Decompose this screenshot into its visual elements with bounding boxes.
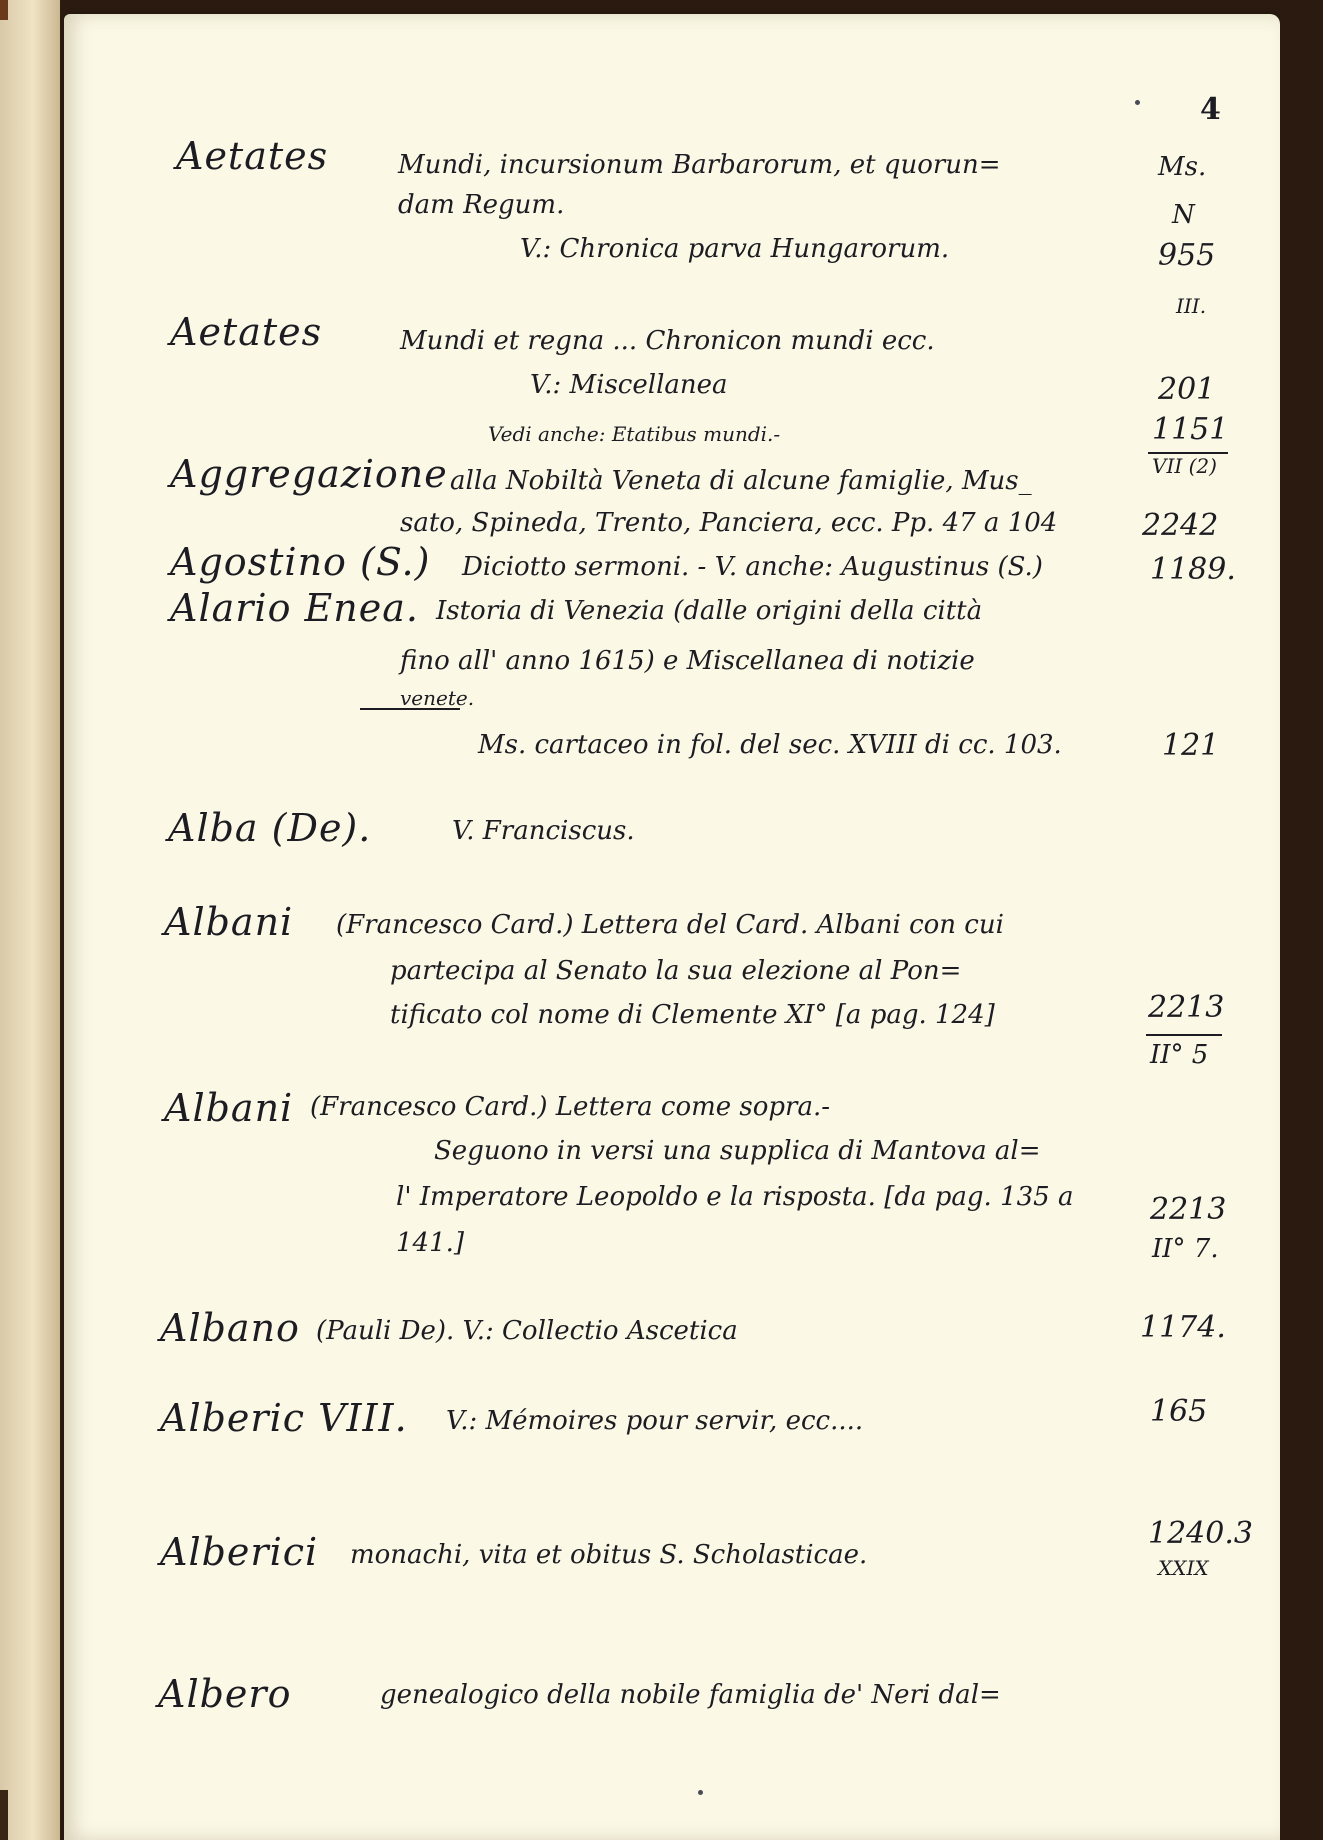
entry-heading: Alberic VIII. — [160, 1396, 408, 1440]
call-number: 955 — [1158, 238, 1216, 273]
entry-text: monachi, vita et obitus S. Scholasticae. — [350, 1540, 868, 1570]
call-number: 2213 — [1150, 1192, 1227, 1227]
underline-rule — [1146, 1034, 1222, 1036]
entry-heading: Aggregazione — [170, 452, 448, 496]
entry-text: (Francesco Card.) Lettera come sopra.- — [310, 1092, 831, 1122]
entry-text: V.: Miscellanea — [530, 370, 728, 400]
entry-text: alla Nobiltà Veneta di alcune famiglie, Mus_ — [450, 466, 1032, 496]
entry-text: Diciotto sermoni. - V. anche: Augustinus (S.) — [462, 552, 1043, 582]
entry-heading: Alba (De). — [168, 806, 372, 850]
entry-text: venete. — [400, 686, 475, 710]
call-number: 2213 — [1148, 990, 1225, 1025]
book-binding-edge — [0, 0, 60, 1840]
underline-rule — [360, 708, 460, 710]
volume-mark: II° 5 — [1150, 1040, 1209, 1070]
entry-text: Mundi et regna ... Chronicon mundi ecc. — [400, 326, 935, 356]
entry-text: V. Franciscus. — [452, 816, 635, 846]
call-number: 1151 — [1152, 412, 1229, 447]
entry-heading: Aetates — [170, 310, 323, 354]
entry-text: Ms. cartaceo in fol. del sec. XVIII di cc. 103. — [478, 730, 1062, 760]
entry-text: Seguono in versi una supplica di Mantova al= — [434, 1136, 1041, 1166]
ink-mark — [1135, 100, 1140, 105]
call-number: 2242 — [1142, 508, 1219, 543]
entry-heading: Albani — [164, 1086, 294, 1130]
entry-text: Mundi, incursionum Barbarorum, et quorun= — [398, 150, 1001, 180]
volume-mark: III. — [1176, 294, 1207, 318]
entry-text: sato, Spineda, Trento, Panciera, ecc. Pp. 47 a 104 — [400, 508, 1058, 538]
entry-text: l' Imperatore Leopoldo e la risposta. [da pag. 135 a — [396, 1182, 1074, 1212]
page-number: 4 — [1200, 92, 1221, 127]
entry-heading: Alberici — [160, 1530, 319, 1574]
call-number: 1189. — [1150, 552, 1236, 587]
entry-text: fino all' anno 1615) e Miscellanea di notizie — [400, 646, 975, 676]
entry-text: (Pauli De). V.: Collectio Ascetica — [316, 1316, 738, 1346]
background-edge — [1280, 0, 1323, 1840]
entry-heading: Aetates — [176, 134, 329, 178]
entry-heading: Albani — [164, 900, 294, 944]
call-number: 165 — [1150, 1394, 1208, 1429]
volume-mark: VII (2) — [1152, 454, 1217, 478]
volume-mark: XXIX — [1158, 1556, 1209, 1580]
call-number: 201 — [1158, 372, 1216, 407]
entry-text: Istoria di Venezia (dalle origini della città — [436, 596, 983, 626]
ink-mark — [698, 1790, 703, 1795]
entry-text: dam Regum. — [398, 190, 565, 220]
entry-text: genealogico della nobile famiglia de' Neri dal= — [380, 1680, 1001, 1710]
entry-heading: Agostino (S.) — [170, 540, 431, 584]
entry-heading: Albano — [160, 1306, 300, 1350]
entry-text: tificato col nome di Clemente XI° [a pag. 124] — [390, 1000, 995, 1030]
call-number: 121 — [1162, 728, 1220, 763]
entry-text: 141.] — [396, 1228, 465, 1258]
call-number: 1174. — [1140, 1310, 1226, 1345]
entry-heading: Albero — [158, 1672, 292, 1716]
volume-mark: II° 7. — [1152, 1234, 1219, 1264]
call-number: 1240.3 — [1148, 1516, 1253, 1551]
entry-heading: Alario Enea. — [170, 586, 419, 630]
entry-text: V.: Chronica parva Hungarorum. — [520, 234, 950, 264]
shelfmark: Ms. — [1158, 152, 1207, 182]
entry-text: Vedi anche: Etatibus mundi.- — [488, 422, 781, 446]
entry-text: (Francesco Card.) Lettera del Card. Albani con cui — [336, 910, 1004, 940]
shelfmark: N — [1172, 200, 1195, 230]
entry-text: partecipa al Senato la sua elezione al Pon= — [390, 956, 962, 986]
entry-text: V.: Mémoires pour servir, ecc.... — [446, 1406, 864, 1436]
